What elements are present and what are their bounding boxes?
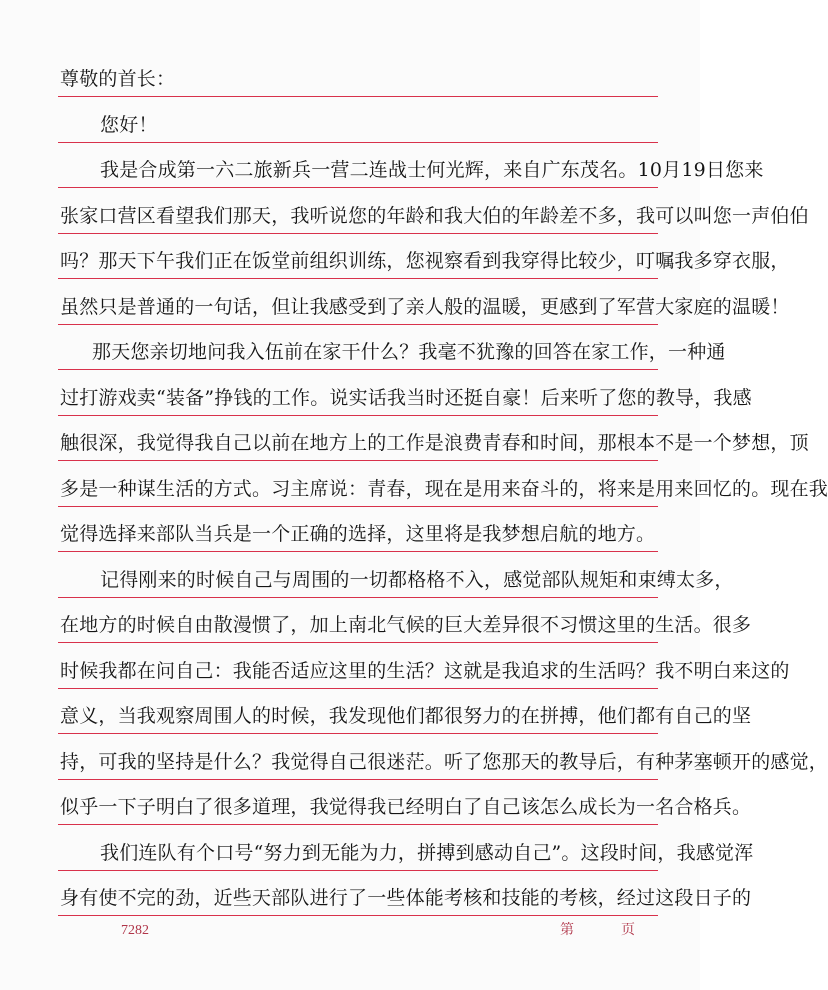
ruled-line (58, 278, 658, 279)
letter-line: 持，可我的坚持是什么？我觉得自己很迷茫。听了您那天的教导后，有种茅塞顿开的感觉， (60, 751, 828, 773)
letter-line: 我们连队有个口号“努力到无能为力，拼搏到感动自己”。这段时间，我感觉浑 (100, 842, 754, 864)
ruled-line (58, 915, 658, 916)
letter-line: 虽然只是普通的一句话，但让我感受到了亲人般的温暖，更感到了军营大家庭的温暖！ (60, 296, 790, 318)
letter-line: 时候我都在问自己：我能否适应这里的生活？这就是我追求的生活吗？我不明白来这的 (60, 660, 790, 682)
ruled-line (58, 688, 658, 689)
letter-line: 记得刚来的时候自己与周围的一切都格格不入，感觉部队规矩和束缚太多， (100, 569, 734, 591)
ruled-line (58, 597, 658, 598)
ruled-line (58, 187, 658, 188)
page-label: 第 (560, 923, 574, 938)
ruled-line (58, 415, 658, 416)
ruled-line (58, 824, 658, 825)
letter-line: 吗？那天下午我们正在饭堂前组织训练，您视察看到我穿得比较少，叮嘱我多穿衣服， (60, 250, 790, 272)
letter-line: 似乎一下子明白了很多道理，我觉得我已经明白了自己该怎么成长为一名合格兵。 (60, 796, 752, 818)
ruled-line (58, 460, 658, 461)
letter-line: 在地方的时候自由散漫惯了，加上南北气候的巨大差异很不习惯这里的生活。很多 (60, 614, 752, 636)
ruled-line (58, 642, 658, 643)
paper-code: 7282 (121, 923, 149, 938)
ruled-line (58, 870, 658, 871)
letter-line: 那天您亲切地问我入伍前在家干什么？我毫不犹豫的回答在家工作，一种通 (92, 341, 726, 363)
letter-line: 觉得选择来部队当兵是一个正确的选择，这里将是我梦想启航的地方。 (60, 523, 656, 545)
ruled-line (58, 142, 658, 143)
ruled-line (58, 324, 658, 325)
page-suffix: 页 (621, 923, 635, 938)
ruled-line (58, 233, 658, 234)
letter-line: 多是一种谋生活的方式。习主席说：青春，现在是用来奋斗的，将来是用来回忆的。现在我 (60, 478, 828, 500)
ruled-line (58, 96, 658, 97)
letter-line: 过打游戏卖“装备”挣钱的工作。说实话我当时还挺自豪！后来听了您的教导，我感 (60, 387, 752, 409)
letter-line: 触很深，我觉得我自己以前在地方上的工作是浪费青春和时间，那根本不是一个梦想，顶 (60, 432, 809, 454)
letter-line: 张家口营区看望我们那天，我听说您的年龄和我大伯的年龄差不多，我可以叫您一声伯伯 (60, 205, 809, 227)
greeting: 您好！ (100, 114, 158, 136)
ruled-line (58, 733, 658, 734)
letter-line: 身有使不完的劲，近些天部队进行了一些体能考核和技能的考核，经过这段日子的 (60, 887, 752, 909)
ruled-line (58, 506, 658, 507)
ruled-line (58, 551, 658, 552)
salutation: 尊敬的首长： (60, 68, 176, 90)
ruled-line (58, 779, 658, 780)
letter-line: 我是合成第一六二旅新兵一营二连战士何光辉，来自广东茂名。10月19日您来 (100, 159, 764, 181)
letter-line: 意义，当我观察周围人的时候，我发现他们都很努力的在拼搏，他们都有自己的坚 (60, 705, 752, 727)
ruled-line (58, 369, 658, 370)
